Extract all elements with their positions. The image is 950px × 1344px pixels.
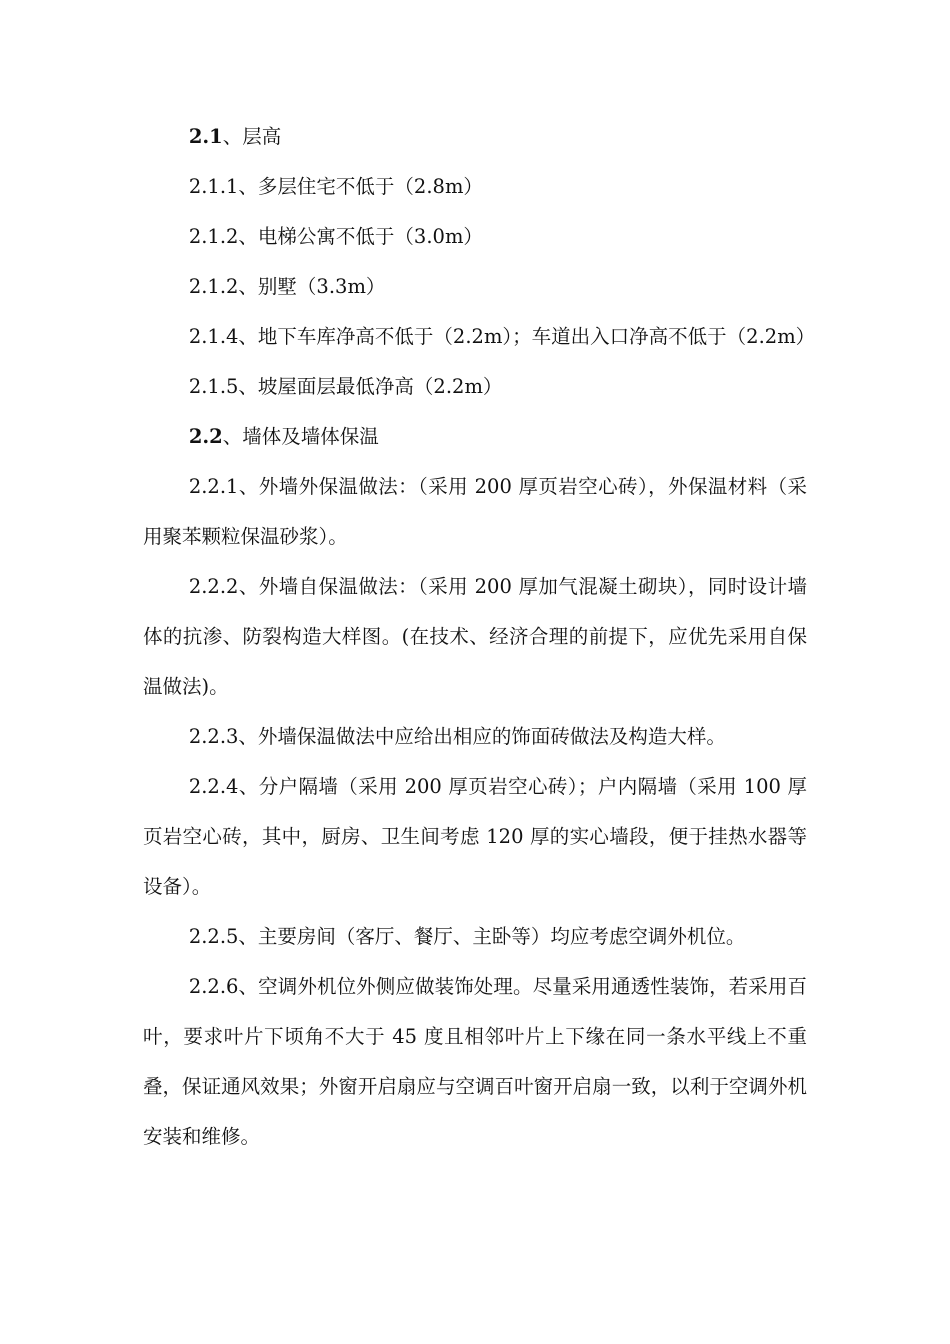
- clause-2-1-5: 2.1.5、坡屋面层最低净高（2.2m）: [188, 375, 503, 398]
- clause-2-2-3: 2.2.3、外墙保温做法中应给出相应的饰面砖做法及构造大样。: [188, 725, 726, 748]
- clause-2-2-5: 2.2.5、主要房间（客厅、餐厅、主卧等）均应考虑空调外机位。: [188, 925, 746, 948]
- section-title: 、层高: [222, 125, 282, 148]
- clause-2-1-2-villa: 2.1.2、别墅（3.3m）: [188, 275, 386, 298]
- clause-2-2-4: 2.2.4、分户隔墙（采用 200 厚页岩空心砖）；户内隔墙（采用 100 厚页岩空心砖，其中，厨房、卫生间考虑 120 厚的实心墙段，便于挂热水器等设备）。: [143, 775, 807, 898]
- clause-2-2-1: 2.2.1、外墙外保温做法：（采用 200 厚页岩空心砖），外保温材料（采用聚苯颗粒保温砂浆）。: [143, 475, 807, 548]
- section-number: 2.2: [188, 425, 223, 448]
- clause-2-1-2: 2.1.2、电梯公寓不低于（3.0m）: [188, 225, 483, 248]
- section-number: 2.1: [188, 125, 223, 148]
- section-heading-2-1: [143, 112, 807, 162]
- section-heading-2-2: [143, 412, 807, 462]
- clause-2-2-2: 2.2.2、外墙自保温做法：（采用 200 厚加气混凝土砌块），同时设计墙体的抗渗、防裂构造大样图。(在技术、经济合理的前提下，应优先采用自保温做法)。: [143, 575, 807, 698]
- clause-2-2-6: 2.2.6、空调外机位外侧应做装饰处理。尽量采用通透性装饰，若采用百叶，要求叶片下顷角不大于 45 度且相邻叶片上下缘在同一条水平线上不重叠，保证通风效果；外窗开启扇应与空调百叶窗开启扇一致，以利于空调外机安装和维修。: [143, 975, 807, 1148]
- clause-2-1-1: 2.1.1、多层住宅不低于（2.8m）: [188, 175, 483, 198]
- document-page: [143, 112, 816, 1162]
- clause-2-1-4: 2.1.4、地下车库净高不低于（2.2m）；车道出入口净高不低于（2.2m）: [188, 325, 816, 348]
- section-title: 、墙体及墙体保温: [222, 425, 379, 448]
